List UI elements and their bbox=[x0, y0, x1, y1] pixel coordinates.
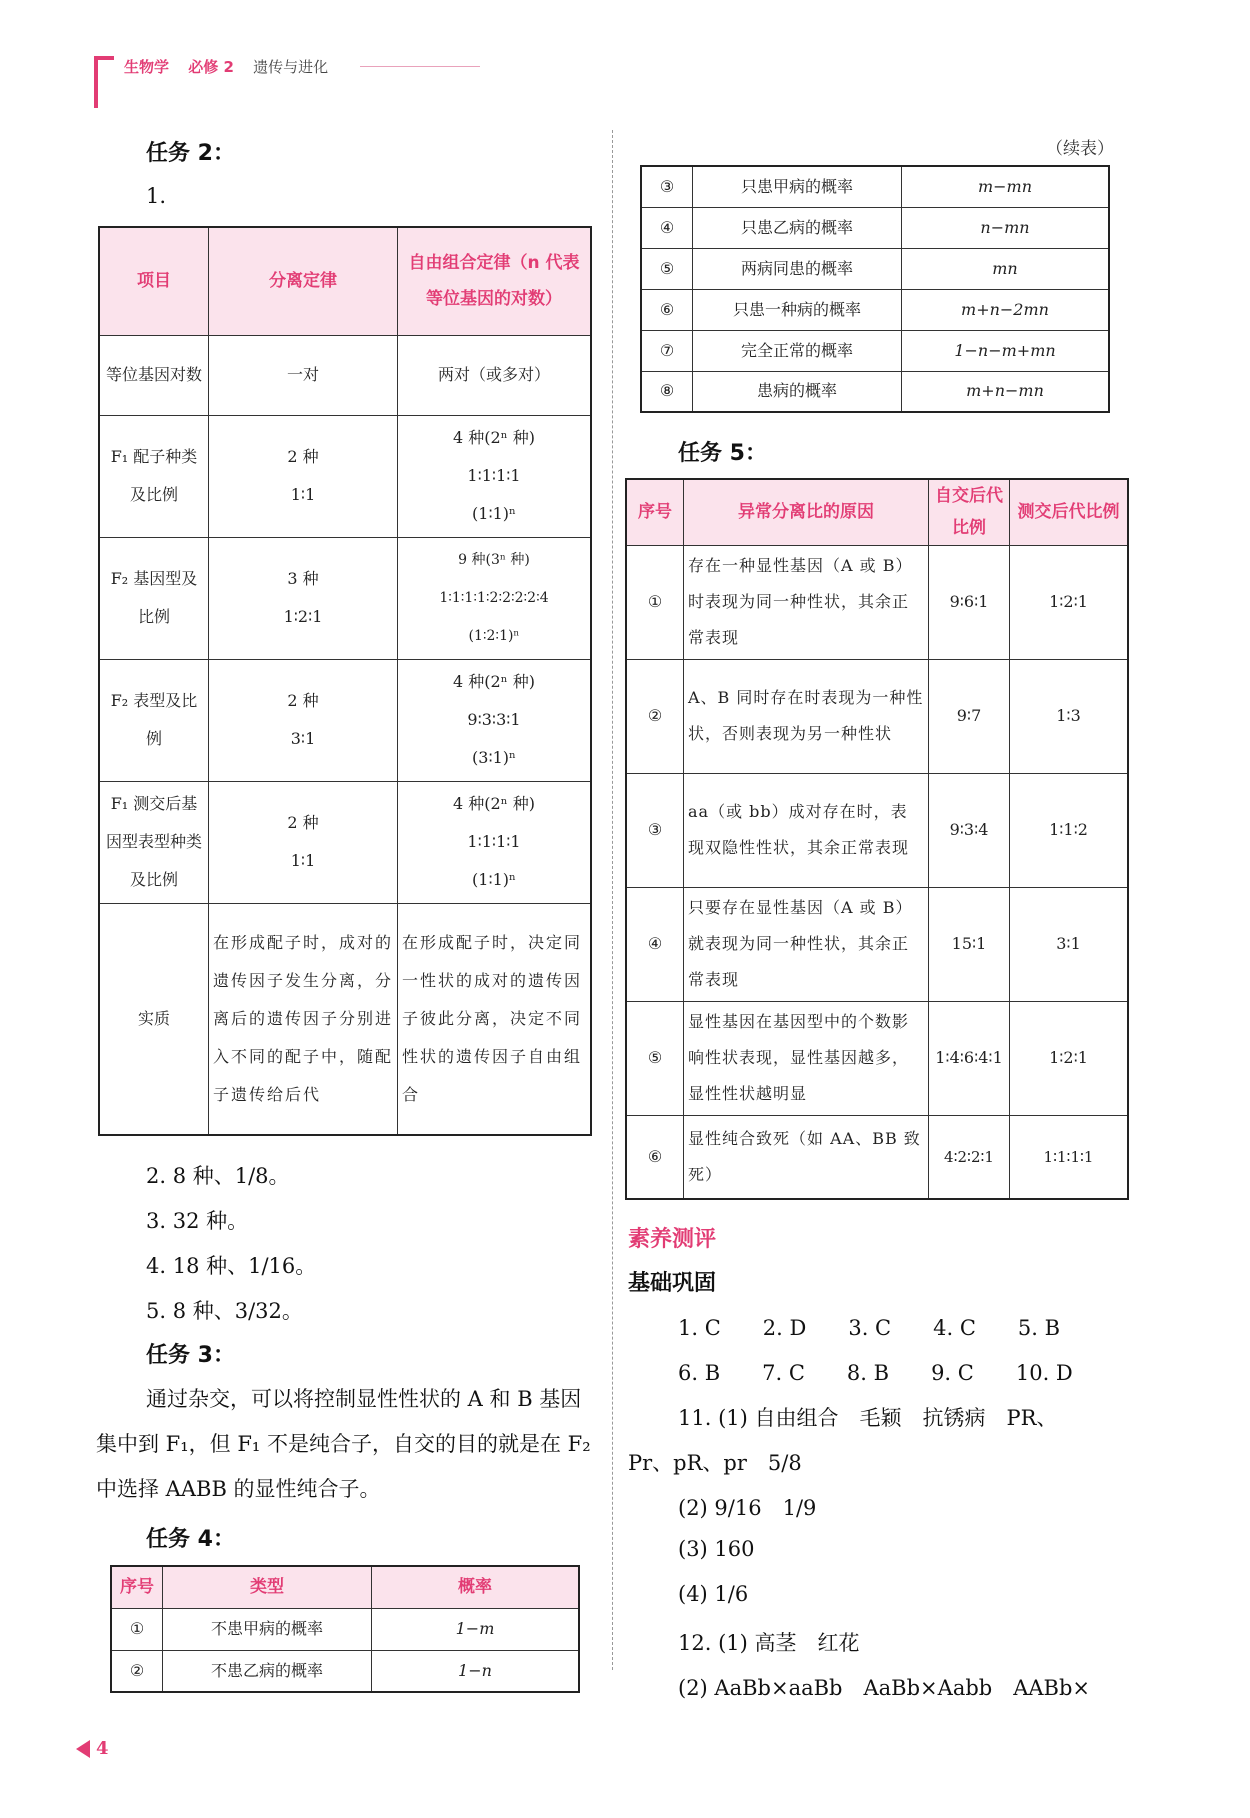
task4-table-part2 bbox=[640, 165, 1110, 413]
t5-cell: ① bbox=[626, 545, 684, 659]
t4-cell: 只患一种病的概率 bbox=[693, 289, 902, 330]
answer-line: (4) 1/6 bbox=[678, 1582, 749, 1606]
t5-cell: 3∶1 bbox=[1010, 887, 1129, 1001]
t5-cell: 1∶1∶2 bbox=[1010, 773, 1129, 887]
t4-cell: 两病同患的概率 bbox=[693, 248, 902, 289]
t4-cell: 患病的概率 bbox=[693, 371, 902, 412]
t5-cell: A、B 同时存在时表现为一种性状，否则表现为另一种性状 bbox=[684, 659, 929, 773]
t5-cell: 只要存在显性基因（A 或 B）就表现为同一种性状，其余正常表现 bbox=[684, 887, 929, 1001]
task2-answer-2: 2. 8 种、1/8。 bbox=[146, 1164, 290, 1188]
t5-cell: ③ bbox=[626, 773, 684, 887]
t4-cell: 1−n−m+mn bbox=[902, 330, 1110, 371]
t2-cell: 3 种 1∶2∶1 bbox=[209, 537, 398, 659]
header-accent-bar bbox=[94, 56, 98, 108]
t5-cell: ⑤ bbox=[626, 1001, 684, 1115]
t2-header-2: 自由组合定律（n 代表等位基因的对数） bbox=[398, 227, 592, 335]
t5-cell: 显性纯合致死（如 AA、BB 致死） bbox=[684, 1115, 929, 1199]
t4-cell: 只患甲病的概率 bbox=[693, 166, 902, 207]
t2-cell: 2 种 1∶1 bbox=[209, 415, 398, 537]
t4-cell: ⑧ bbox=[641, 371, 693, 412]
t4-cell: 不患乙病的概率 bbox=[163, 1650, 372, 1692]
task5-table bbox=[625, 478, 1129, 1200]
t5-cell: 1∶1∶1∶1 bbox=[1010, 1115, 1129, 1199]
t4-cell: ① bbox=[111, 1608, 163, 1650]
t4-cell: m+n−mn bbox=[902, 371, 1110, 412]
answer-line: (2) AaBb×aaBb AaBb×Aabb AABb× bbox=[678, 1676, 1091, 1700]
t2-cell: 2 种 3∶1 bbox=[209, 659, 398, 781]
t4-header-1: 类型 bbox=[163, 1566, 372, 1608]
t2-header-1: 分离定律 bbox=[209, 227, 398, 335]
t2-cell: F₂ 基因型及比例 bbox=[99, 537, 209, 659]
page-number: 4 bbox=[96, 1738, 109, 1759]
t2-cell: F₁ 配子种类及比例 bbox=[99, 415, 209, 537]
t5-cell: 9∶3∶4 bbox=[929, 773, 1010, 887]
t5-cell: 显性基因在基因型中的个数影响性状表现，显性基因越多，显性性状越明显 bbox=[684, 1001, 929, 1115]
t4-cell: 1−m bbox=[372, 1608, 580, 1650]
t4-cell: 1−n bbox=[372, 1650, 580, 1692]
t2-cell: 4 种(2ⁿ 种) 1∶1∶1∶1 (1∶1)ⁿ bbox=[398, 415, 592, 537]
page-marker-icon bbox=[76, 1740, 90, 1758]
assessment-title: 素养测评 bbox=[628, 1227, 717, 1252]
answer-line: (2) 9/16 1/9 bbox=[678, 1496, 817, 1520]
task2-title: 任务 2： bbox=[146, 141, 235, 166]
t4-cell: ② bbox=[111, 1650, 163, 1692]
t4-cell: 不患甲病的概率 bbox=[163, 1608, 372, 1650]
t5-cell: 1∶2∶1 bbox=[1010, 1001, 1129, 1115]
t5-cell: 存在一种显性基因（A 或 B）时表现为同一种性状，其余正常表现 bbox=[684, 545, 929, 659]
t4-header-2: 概率 bbox=[372, 1566, 580, 1608]
task3-title: 任务 3： bbox=[146, 1343, 235, 1368]
t5-cell: 9∶7 bbox=[929, 659, 1010, 773]
t2-cell: F₂ 表型及比例 bbox=[99, 659, 209, 781]
t5-header-2: 自交后代比例 bbox=[929, 479, 1010, 545]
header-book: 必修 2 bbox=[188, 58, 234, 76]
header-title: 遗传与进化 bbox=[253, 58, 329, 76]
task5-title: 任务 5： bbox=[678, 441, 767, 466]
task2-table bbox=[98, 226, 592, 1136]
t2-cell: 一对 bbox=[209, 335, 398, 415]
t5-cell: aa（或 bb）成对存在时，表现双隐性性状，其余正常表现 bbox=[684, 773, 929, 887]
t5-header-1: 异常分离比的原因 bbox=[684, 479, 929, 545]
t4-cell: ⑦ bbox=[641, 330, 693, 371]
t2-cell: 在形成配子时，决定同一性状的成对的遗传因子彼此分离，决定不同性状的遗传因子自由组合 bbox=[398, 903, 592, 1135]
t5-cell: 15∶1 bbox=[929, 887, 1010, 1001]
t2-cell: 4 种(2ⁿ 种) 9∶3∶3∶1 (3∶1)ⁿ bbox=[398, 659, 592, 781]
task2-item1: 1. bbox=[146, 184, 167, 208]
header-subject: 生物学 bbox=[124, 58, 170, 76]
t4-cell: 完全正常的概率 bbox=[693, 330, 902, 371]
header-rule bbox=[360, 66, 480, 67]
task2-answer-4: 4. 18 种、1/16。 bbox=[146, 1254, 317, 1278]
task2-answer-3: 3. 32 种。 bbox=[146, 1209, 249, 1233]
t5-header-0: 序号 bbox=[626, 479, 684, 545]
t2-cell: 两对（或多对） bbox=[398, 335, 592, 415]
t5-cell: ② bbox=[626, 659, 684, 773]
t4-header-0: 序号 bbox=[111, 1566, 163, 1608]
t2-cell: 在形成配子时，成对的遗传因子发生分离，分离后的遗传因子分别进入不同的配子中，随配子遗传给后代 bbox=[209, 903, 398, 1135]
answer-line: Pr、pR、pr 5/8 bbox=[628, 1451, 802, 1475]
t4-cell: ⑤ bbox=[641, 248, 693, 289]
task4-table-part1 bbox=[110, 1565, 580, 1693]
t4-cell: ④ bbox=[641, 207, 693, 248]
t2-header-0: 项目 bbox=[99, 227, 209, 335]
t5-cell: 9∶6∶1 bbox=[929, 545, 1010, 659]
answer-line: (3) 160 bbox=[678, 1537, 755, 1561]
t4-cell: n−mn bbox=[902, 207, 1110, 248]
t2-cell: 等位基因对数 bbox=[99, 335, 209, 415]
t5-header-3: 测交后代比例 bbox=[1010, 479, 1129, 545]
t5-cell: 4∶2∶2∶1 bbox=[929, 1115, 1010, 1199]
t5-cell: 1∶2∶1 bbox=[1010, 545, 1129, 659]
t5-cell: ⑥ bbox=[626, 1115, 684, 1199]
running-header bbox=[124, 56, 328, 77]
t2-cell: 2 种 1∶1 bbox=[209, 781, 398, 903]
column-divider bbox=[612, 130, 613, 1670]
answer-line: 11. (1) 自由组合 毛颖 抗锈病 PR、 bbox=[678, 1406, 1058, 1430]
t5-cell: 1∶3 bbox=[1010, 659, 1129, 773]
task4-title: 任务 4： bbox=[146, 1527, 235, 1552]
continued-label: （续表） bbox=[1046, 139, 1114, 159]
t2-cell: F₁ 测交后基因型表型种类及比例 bbox=[99, 781, 209, 903]
t2-cell: 4 种(2ⁿ 种) 1∶1∶1∶1 (1∶1)ⁿ bbox=[398, 781, 592, 903]
t4-cell: 只患乙病的概率 bbox=[693, 207, 902, 248]
t4-cell: m−mn bbox=[902, 166, 1110, 207]
t4-cell: ⑥ bbox=[641, 289, 693, 330]
t5-cell: 1∶4∶6∶4∶1 bbox=[929, 1001, 1010, 1115]
answer-line: 12. (1) 高茎 红花 bbox=[678, 1631, 860, 1655]
t4-cell: ③ bbox=[641, 166, 693, 207]
t4-cell: mn bbox=[902, 248, 1110, 289]
t5-cell: ④ bbox=[626, 887, 684, 1001]
task3-text: 通过杂交，可以将控制显性性状的 A 和 B 基因集中到 F₁，但 F₁ 不是纯合子，自交的目的就是在 F₂ 中选择 AABB 的显性纯合子。 bbox=[96, 1387, 591, 1501]
t2-cell: 实质 bbox=[99, 903, 209, 1135]
assessment-basic-title: 基础巩固 bbox=[628, 1271, 717, 1296]
t4-cell: m+n−2mn bbox=[902, 289, 1110, 330]
answer-line: 1. C 2. D 3. C 4. C 5. B bbox=[678, 1316, 1061, 1340]
answer-line: 6. B 7. C 8. B 9. C 10. D bbox=[678, 1361, 1073, 1385]
t2-cell: 9 种(3ⁿ 种) 1∶1∶1∶1∶2∶2∶2∶2∶4 (1∶2∶1)ⁿ bbox=[398, 537, 592, 659]
task2-answer-5: 5. 8 种、3/32。 bbox=[146, 1299, 303, 1323]
